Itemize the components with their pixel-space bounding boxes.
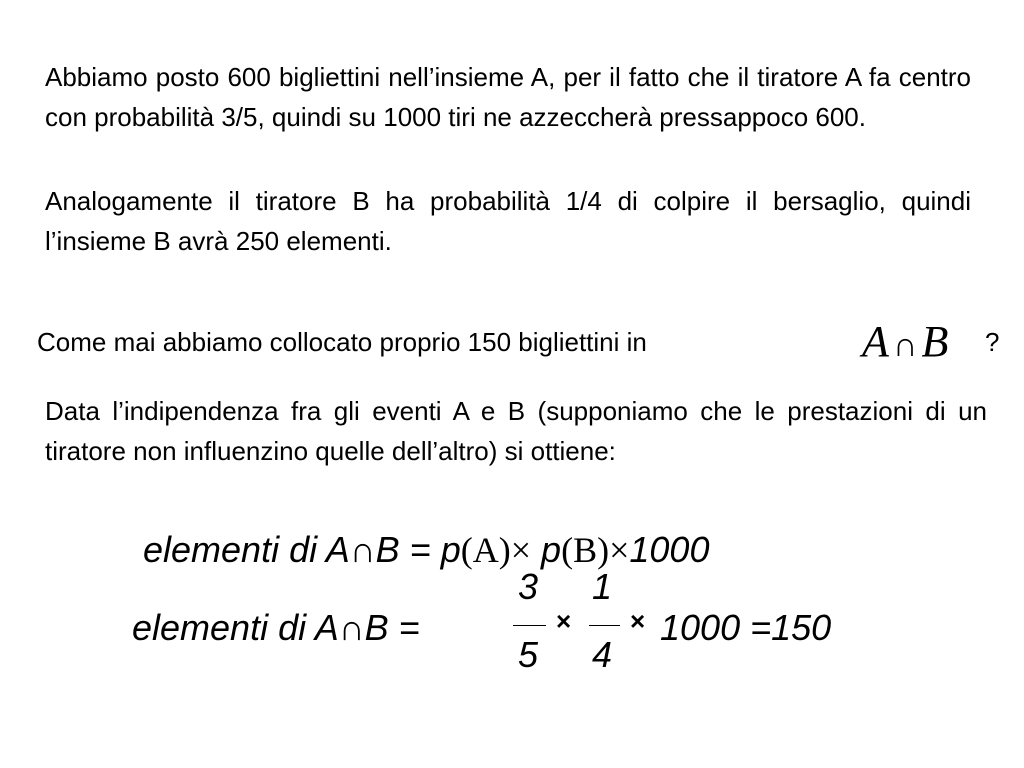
intersection-symbol: ∩ (892, 327, 918, 364)
times-symbol-4: × (630, 606, 646, 636)
prob-b-symbol: p (541, 529, 562, 570)
equation-1-lhs: elementi di A∩B = (143, 529, 431, 570)
times-symbol-2: × (609, 530, 630, 570)
fraction-1-bar (513, 625, 546, 626)
times-symbol-1: × (510, 530, 532, 570)
set-a: A (862, 317, 889, 366)
equation-2-result: 1000 =150 (660, 607, 832, 648)
times-symbol-3: × (556, 606, 572, 636)
paragraph-250-elements: Analogamente il tiratore B ha probabilità 1/4 di colpire il bersaglio, quindi l’insieme B avrà 250 elementi. (45, 186, 971, 256)
set-b: B (921, 317, 949, 366)
intersection-expression (862, 318, 948, 370)
question-text: Come mai abbiamo collocato proprio 150 bigliettini in (37, 327, 647, 357)
fraction-2-numerator: 1 (591, 566, 613, 607)
paragraph-600-tickets: Abbiamo posto 600 bigliettini nell’insieme A, per il fatto che il tiratore A fa centro con probabilità 3/5, quindi su 1000 tiri ne azzeccherà pressappoco 600. (45, 62, 971, 132)
equation-1-tail: 1000 (629, 529, 710, 570)
fraction-2-bar (589, 625, 620, 626)
equation-2-lhs: elementi di A∩B = (132, 607, 420, 648)
prob-b-arg: (B) (561, 530, 610, 570)
equation-product-formula (143, 527, 709, 573)
fraction-2-denominator: 4 (591, 634, 613, 675)
question-mark: ? (985, 327, 1000, 357)
prob-a-arg: (A) (460, 530, 511, 570)
prob-a-symbol: p (440, 529, 461, 570)
paragraph-independence: Data l’indipendenza fra gli eventi A e B (supponiamo che le prestazioni di un tiratore non influenzino quelle dell’altro) si ottiene: (45, 396, 987, 466)
fraction-1-denominator: 5 (517, 634, 539, 675)
fraction-1-numerator: 3 (517, 566, 539, 607)
